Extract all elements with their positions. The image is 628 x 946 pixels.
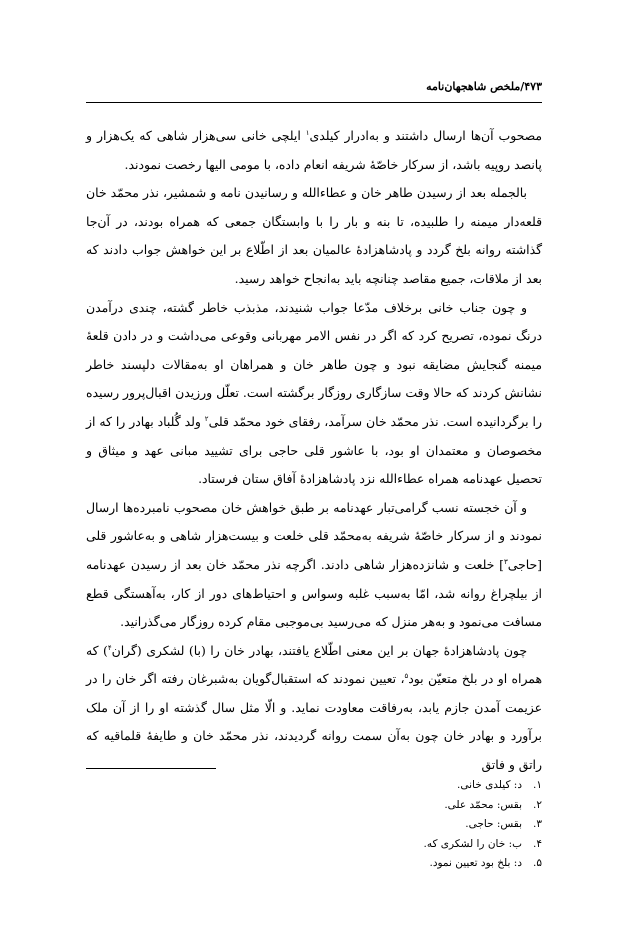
page-header [0,80,628,98]
footnote-text: د: بلخ بود تعیین نمود. [429,857,522,869]
footnote-number: ۳. [533,818,542,830]
footnote-item [86,854,542,874]
footnote-text: بقس: محمّد علی. [444,798,522,811]
paragraph-2: بالجمله بعد از رسیدن طاهر خان و عطاءالله و رسانیدن نامه و شمشیر، نذر محمّد خان قلعه‌دار میمنه را طلبیده، تا بنه و بار را با وابستگان جمعی که همراه بودند، در آن‌جا گذاشته روانه بلخ گردد و پادشاهزادهٔ عالمیان بعد از اطّلاع بر این خواهش جواب دادند که بعد از ملاقات، جمیع مقاصد چنانچه باید به‌انجاح خواهد رسید. [86,185,542,286]
footnote-item [86,835,542,855]
footnote-text: د: کیلدی خانی. [457,779,522,791]
paragraph-3: و چون جناب خانی برخلاف مدّعا جواب شنیدند، مذبذب خاطر گشته، چندی درآمدن درنگ نموده، تصریح کرد که اگر در نفس الامر مهربانی وقوعی می‌داشت و در دادن قلعهٔ میمنه گنجایش مضایقه نبود و چون طاهر خان و همراهان او به‌مقالات دلپسند خاطر نشانش کردند که حالا وقت سازگاری روزگار برگشته است. تعلّل ورزیدن اقبال‌پرور رسیده را برگردانیده است. نذر محمّد خان سرآمد، رفقای خود محمّد قلی$^۲$ ولد گُلباد بهادر را که از مخصوصان و معتمدان او بود، با عاشور قلی حاجی برای تشیید مبانی عهد و میثاق و تحصیل عهدنامه همراه عطاءالله نزد پادشاهزادهٔ آفاق ستان فرستاد. [86,299,542,487]
footnote-number: ۱. [533,779,542,791]
footnote-number: ۵. [533,857,542,869]
footnote-text: ب: خان را لشکری که. [423,837,522,850]
header-rule [86,102,542,103]
footnote-rule [86,768,216,769]
body-text [86,122,542,780]
footnote-number: ۴. [533,837,542,850]
paragraph-1: مصحوب آن‌ها ارسال داشتند و به‌ادرار کیلدی$^۱$ ایلچی خانی سی‌هزار شاهی که یک‌هزار و پانصد روپیه باشد، از سرکار خاصّهٔ شریفه انعام داده، با مومی الیها رخصت نمودند. [86,128,542,172]
footnote-ref-1: ۱ [305,128,310,137]
footnote-item [86,796,542,816]
footnote-item [86,776,542,796]
footnote-text: بقس: حاجی. [465,818,522,830]
paragraph-4: و آن خجسته نسب گرامی‌تبار عهدنامه بر طبق خواهش خان مصحوب نامبرده‌ها ارسال نمودند و از سرکار خاصّهٔ شریفه به‌محمّد قلی خلعت و بیست‌هزار شاهی و به‌عاشور قلی [حاجی$^۳$] خلعت و شانزده‌هزار شاهی دادند. اگرچه نذر محمّد خان بعد از رسیدن عهدنامه از بیلچراغ روانه شد، امّا به‌سبب غلبه وسواس و احتیاط‌های دور از کار، به‌آهستگی قطع مسافت می‌نمود و به‌هر منزل که می‌رسید بی‌موجبی مقام کرده روزگار می‌گذرانید. [86,499,542,630]
footnote-ref-3: ۳ [503,557,508,566]
footnotes [86,776,542,874]
footnote-number: ۲. [533,798,542,811]
footnote-item [86,815,542,835]
footnote-ref-5: ۵ [404,672,409,681]
running-head: ۴۷۳/ملخص شاهجهان‌نامه [426,80,542,93]
paragraph-5: چون پادشاهزادهٔ جهان بر این معنی اطّلاع یافتند، بهادر خان را (با) لشکری (گران$^۴$) که همراه او در بلخ متعیّن بود$^۵$، تعیین نمودند که استقبال‌گویان به‌شبرغان رفته اگر خان را در عزیمت آمدن جازم یابد، به‌رفاقت معاودت نماید. و الّا مثل سال گذشته او را از آن ملک برآورد و بهادر خان چون به‌آن سمت روانه گردیدند، نذر محمّد خان و طایفهٔ قلماقیه که راتق و فاتق [86,642,542,773]
footnote-ref-2: ۲ [204,414,209,423]
footnote-ref-4: ۴ [107,643,112,652]
